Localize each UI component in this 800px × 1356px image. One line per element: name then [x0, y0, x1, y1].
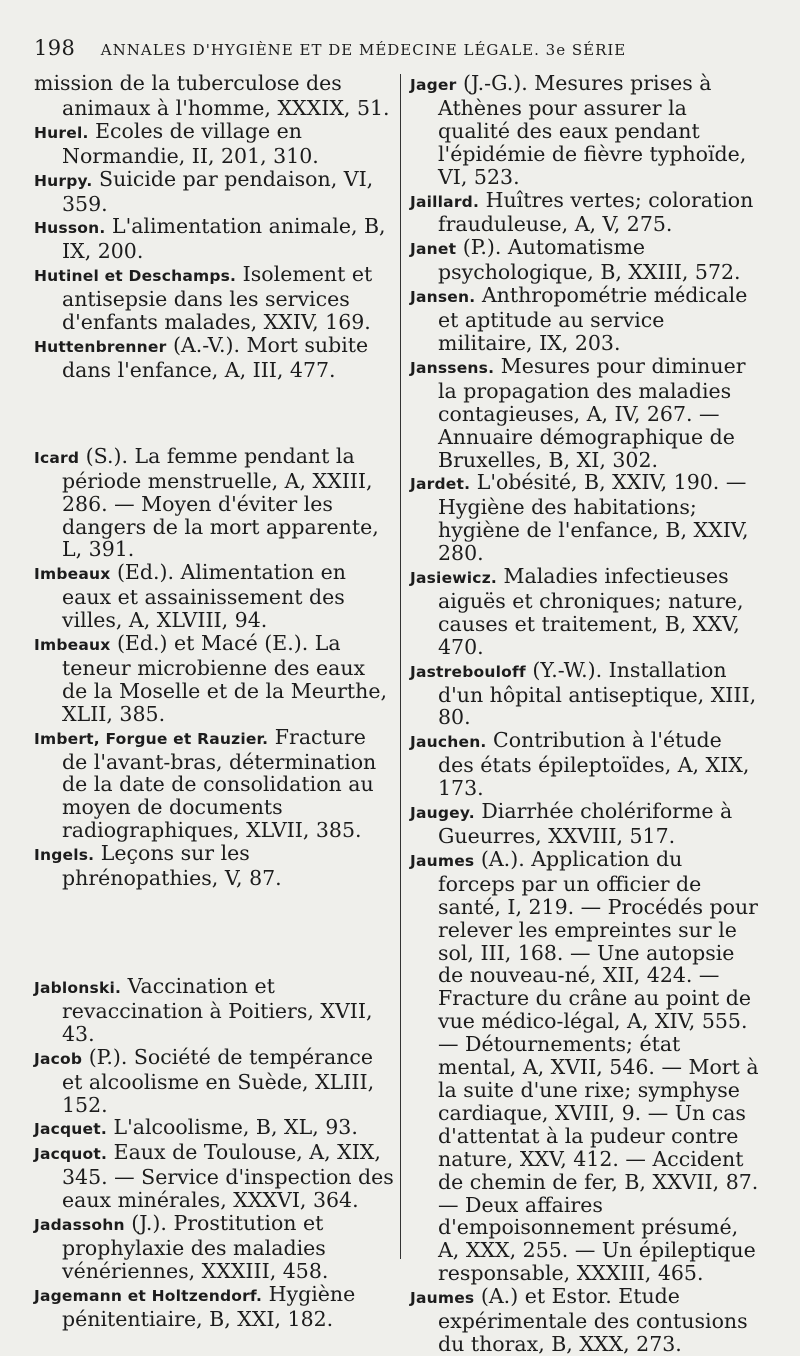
index-entry: Jasiewicz. Maladies infectieuses aiguës et chroniques; nature, causes et traitement, B, XXV, 470.: [410, 564, 744, 659]
index-entry: Jardet. L'obésité, B, XXIV, 190. — Hygiène des habitations; hygiène de l'enfance, B, XXIV, 280.: [410, 470, 749, 566]
index-entry: Jansen. Anthropométrie médicale et aptitude au service militaire, IX, 203.: [410, 283, 748, 355]
index-entry: Jaugey. Diarrhée cholériforme à Gueurres, XXVIII, 517.: [410, 799, 733, 848]
index-entry: Jaumes (A.) et Estor. Etude expérimentale des contusions du thorax, B, XXX, 273.: [410, 1284, 748, 1356]
index-entry: Imbeaux (Ed.) et Macé (E.). La teneur microbienne des eaux de la Moselle et de la Meurthe, XLII, 385.: [34, 631, 387, 726]
right-column: [410, 72, 762, 1356]
index-entry: Jastrebouloff (Y.-W.). Installation d'un hôpital antiseptique, XIII, 80.: [410, 657, 757, 730]
left-column: [34, 72, 394, 1331]
index-entry: Imbeaux (Ed.). Alimentation en eaux et assainissement des villes, A, XLVIII, 94.: [34, 560, 346, 633]
index-entry: Jacquot. Eaux de Toulouse, A, XIX, 345. — Service d'inspection des eaux minérales, XXXVI, 364.: [34, 1140, 394, 1213]
index-entry: Jaumes (A.). Application du forceps par un officier de santé, I, 219. — Procédés pour relever les empreintes sur le sol, III, 168. — Une autopsie de nouveau-né, XII, 424. — Fracture du crâne au point de vue médico-légal, A, XIV, 555. — Détournements; état mental, A, XVII, 546. — Mort à la suite d'une rixe; symphyse cardiaque, XVIII, 9. — Un cas d'attentat à la pudeur contre nature, XXV, 412. — Accident de chemin de fer, B, XXVII, 87. — Deux affaires d'empoisonnement présumé, A, XXX, 255. — Un épileptique responsable, XXXIII, 465.: [410, 846, 759, 1286]
running-header: [34, 36, 674, 60]
index-entry: Husson. L'alimentation animale, B, IX, 200.: [34, 214, 386, 264]
index-entry: mission de la tuberculose des animaux à l'homme, XXXIX, 51.: [34, 71, 390, 120]
index-entry: Hurel. Ecoles de village en Normandie, II, 201, 310.: [34, 118, 319, 168]
index-entry: Jauchen. Contribution à l'étude des états épileptoïdes, A, XIX, 173.: [410, 728, 750, 801]
index-entry: Hurpy. Suicide par pendaison, VI, 359.: [34, 166, 374, 216]
index-entry: Jacquet. L'alcoolisme, B, XL, 93.: [34, 1115, 358, 1140]
index-entry: Jagemann et Holtzendorf. Hygiène pénitentiaire, B, XXI, 182.: [34, 1281, 356, 1331]
index-entry: Imbert, Forgue et Rauzier. Fracture de l'avant-bras, détermination de la date de consolidation au moyen de documents radiographiques, XLVII, 385.: [34, 724, 377, 843]
journal-title: ANNALES D'HYGIÈNE ET DE MÉDECINE LÉGALE. 3e SÉRIE: [100, 41, 627, 59]
index-entry: Huttenbrenner (A.-V.). Mort subite dans l'enfance, A, III, 477.: [34, 332, 369, 382]
column-divider: [400, 74, 401, 1259]
index-entry: Ingels. Leçons sur les phrénopathies, V, 87.: [34, 841, 282, 891]
index-entry: Jablonski. Vaccination et revaccination à Poitiers, XVII, 43.: [34, 974, 373, 1046]
index-entry: Jaillard. Huîtres vertes; coloration frauduleuse, A, V, 275.: [410, 187, 754, 237]
index-entry: Icard (S.). La femme pendant la période menstruelle, A, XXIII, 286. — Moyen d'éviter les dangers de la mort apparente, L, 391.: [34, 443, 379, 562]
index-entry: Janssens. Mesures pour diminuer la propagation des maladies contagieuses, A, IV, 267. — Annuaire démographique de Bruxelles, B, XI, 302.: [410, 353, 746, 472]
index-entry: Janet (P.). Automatisme psychologique, B, XXIII, 572.: [410, 235, 741, 285]
index-entry: Jadassohn (J.). Prostitution et prophylaxie des maladies vénériennes, XXXIII, 458.: [34, 1211, 329, 1283]
index-entry: Hutinel et Deschamps. Isolement et antisepsie dans les services d'enfants malades, XXIV, 169.: [34, 262, 373, 335]
index-entry: Jacob (P.). Société de tempérance et alcoolisme en Suède, XLIII, 152.: [34, 1044, 375, 1117]
page-number: 198: [34, 36, 76, 60]
index-entry: Jager (J.-G.). Mesures prises à Athènes pour assurer la qualité des eaux pendant l'épidémie de fièvre typhoïde, VI, 523.: [410, 71, 747, 189]
